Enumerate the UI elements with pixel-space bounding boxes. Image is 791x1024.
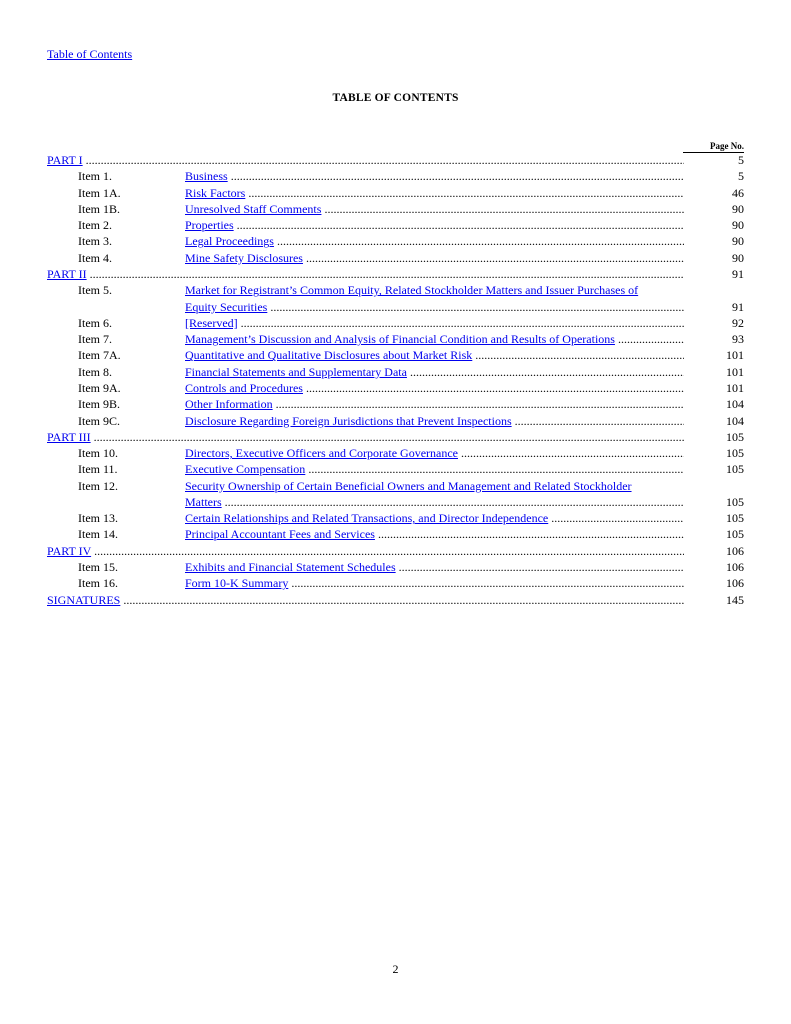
item-number: Item 15.: [78, 560, 118, 575]
item-link[interactable]: Form 10-K Summary: [185, 576, 289, 591]
page-number: 105: [726, 429, 744, 444]
item-number: Item 7.: [78, 332, 112, 347]
page-number: 105: [726, 511, 744, 526]
toc-item-row: [47, 315, 744, 331]
toc-item-row: [47, 413, 744, 429]
part-link[interactable]: PART I: [47, 153, 83, 167]
page-number: 5: [738, 169, 744, 184]
item-link[interactable]: Disclosure Regarding Foreign Jurisdictions that Prevent Inspections: [185, 413, 512, 428]
toc-item-row: [47, 185, 744, 201]
item-link[interactable]: Mine Safety Disclosures: [185, 250, 303, 265]
toc-item-row: [47, 526, 744, 542]
toc-part-row: [47, 543, 744, 559]
item-number: Item 2.: [78, 218, 112, 233]
item-link[interactable]: Controls and Procedures: [185, 380, 303, 395]
item-link[interactable]: Quantitative and Qualitative Disclosures about Market Risk: [185, 348, 473, 363]
page-number: 93: [732, 332, 744, 347]
item-link[interactable]: Market for Registrant’s Common Equity, Related Stockholder Matters and Issuer Purchases of: [185, 283, 639, 298]
item-number: Item 4.: [78, 250, 112, 265]
page-number: 105: [726, 494, 744, 509]
item-link[interactable]: Principal Accountant Fees and Services: [185, 527, 375, 542]
item-number: Item 7A.: [78, 348, 121, 363]
toc-item-row: [47, 282, 744, 314]
item-number: Item 1.: [78, 169, 112, 184]
item-link[interactable]: Unresolved Staff Comments: [185, 201, 322, 216]
item-link-continued[interactable]: Matters: [185, 495, 222, 510]
toc-part-row: [47, 592, 744, 608]
signatures-link[interactable]: SIGNATURES: [47, 592, 121, 607]
page-number: 106: [726, 543, 744, 558]
item-link[interactable]: Exhibits and Financial Statement Schedules: [185, 560, 396, 575]
toc-item-row: [47, 559, 744, 575]
item-link[interactable]: Financial Statements and Supplementary Data: [185, 364, 407, 379]
page-number: 90: [732, 218, 744, 233]
item-number: Item 9A.: [78, 380, 121, 395]
item-number: Item 1B.: [78, 201, 120, 216]
item-number: Item 11.: [78, 462, 118, 477]
toc-item-row: [47, 217, 744, 233]
page-number: 104: [726, 397, 744, 412]
footer-page-number: 2: [392, 962, 399, 976]
page-number: 106: [726, 576, 744, 591]
toc-item-row: [47, 168, 744, 184]
page-number: 101: [726, 380, 744, 395]
item-number: Item 8.: [78, 364, 112, 379]
page-number: 91: [732, 267, 744, 282]
page-number: 5: [738, 153, 744, 167]
page-number: 90: [732, 234, 744, 249]
item-number: Item 14.: [78, 527, 118, 542]
item-number: Item 16.: [78, 576, 118, 591]
page-title: TABLE OF CONTENTS: [332, 92, 459, 104]
part-link[interactable]: PART III: [47, 429, 91, 444]
toc-item-row: [47, 364, 744, 380]
toc-item-row: [47, 380, 744, 396]
item-link[interactable]: Business: [185, 169, 228, 184]
item-number: Item 6.: [78, 315, 112, 330]
page-number: 101: [726, 364, 744, 379]
item-number: Item 1A.: [78, 185, 121, 200]
item-number: Item 9B.: [78, 397, 120, 412]
page-number-column-header: Page No.: [683, 141, 744, 153]
page-number: 90: [732, 201, 744, 216]
toc-item-row: [47, 331, 744, 347]
toc-item-row: [47, 510, 744, 526]
toc-item-row: [47, 478, 744, 510]
toc-part-row: [47, 266, 744, 282]
item-link[interactable]: Directors, Executive Officers and Corporate Governance: [185, 446, 458, 461]
item-link[interactable]: Properties: [185, 218, 234, 233]
item-link[interactable]: Executive Compensation: [185, 462, 306, 477]
toc-part-row: [47, 152, 744, 168]
page-number: 46: [732, 185, 744, 200]
page-number: 105: [726, 462, 744, 477]
toc-list: [47, 152, 744, 608]
toc-item-row: [47, 575, 744, 591]
item-link[interactable]: Other Information: [185, 397, 273, 412]
item-link[interactable]: Certain Relationships and Related Transactions, and Director Independence: [185, 511, 549, 526]
toc-part-row: [47, 429, 744, 445]
page-number: 145: [726, 592, 744, 607]
item-link[interactable]: Risk Factors: [185, 185, 246, 200]
item-number: Item 13.: [78, 511, 118, 526]
page-number: 90: [732, 250, 744, 265]
item-number: Item 3.: [78, 234, 112, 249]
toc-item-row: [47, 396, 744, 412]
item-number: Item 10.: [78, 446, 118, 461]
item-number: Item 9C.: [78, 413, 120, 428]
item-number: Item 5.: [78, 283, 112, 298]
toc-item-row: [47, 461, 744, 477]
item-link-continued[interactable]: Equity Securities: [185, 299, 268, 314]
toc-item-row: [47, 445, 744, 461]
page-number: 92: [732, 315, 744, 330]
toc-item-row: [47, 201, 744, 217]
page-number: 105: [726, 527, 744, 542]
item-link[interactable]: [Reserved]: [185, 315, 238, 330]
part-link[interactable]: PART IV: [47, 543, 92, 558]
toc-item-row: [47, 250, 744, 266]
page-number: 105: [726, 446, 744, 461]
page-number: 91: [732, 299, 744, 314]
page-number: 101: [726, 348, 744, 363]
toc-item-row: [47, 347, 744, 363]
page-number: 106: [726, 560, 744, 575]
toc-item-row: [47, 233, 744, 249]
item-link[interactable]: Legal Proceedings: [185, 234, 274, 249]
item-number: Item 12.: [78, 478, 118, 493]
item-link[interactable]: Management’s Discussion and Analysis of Financial Condition and Results of Operations: [185, 332, 615, 347]
item-link[interactable]: Security Ownership of Certain Beneficial Owners and Management and Related Stockholder: [185, 478, 632, 493]
part-link[interactable]: PART II: [47, 267, 87, 282]
page-number: 104: [726, 413, 744, 428]
table-of-contents-link[interactable]: Table of Contents: [47, 47, 133, 61]
